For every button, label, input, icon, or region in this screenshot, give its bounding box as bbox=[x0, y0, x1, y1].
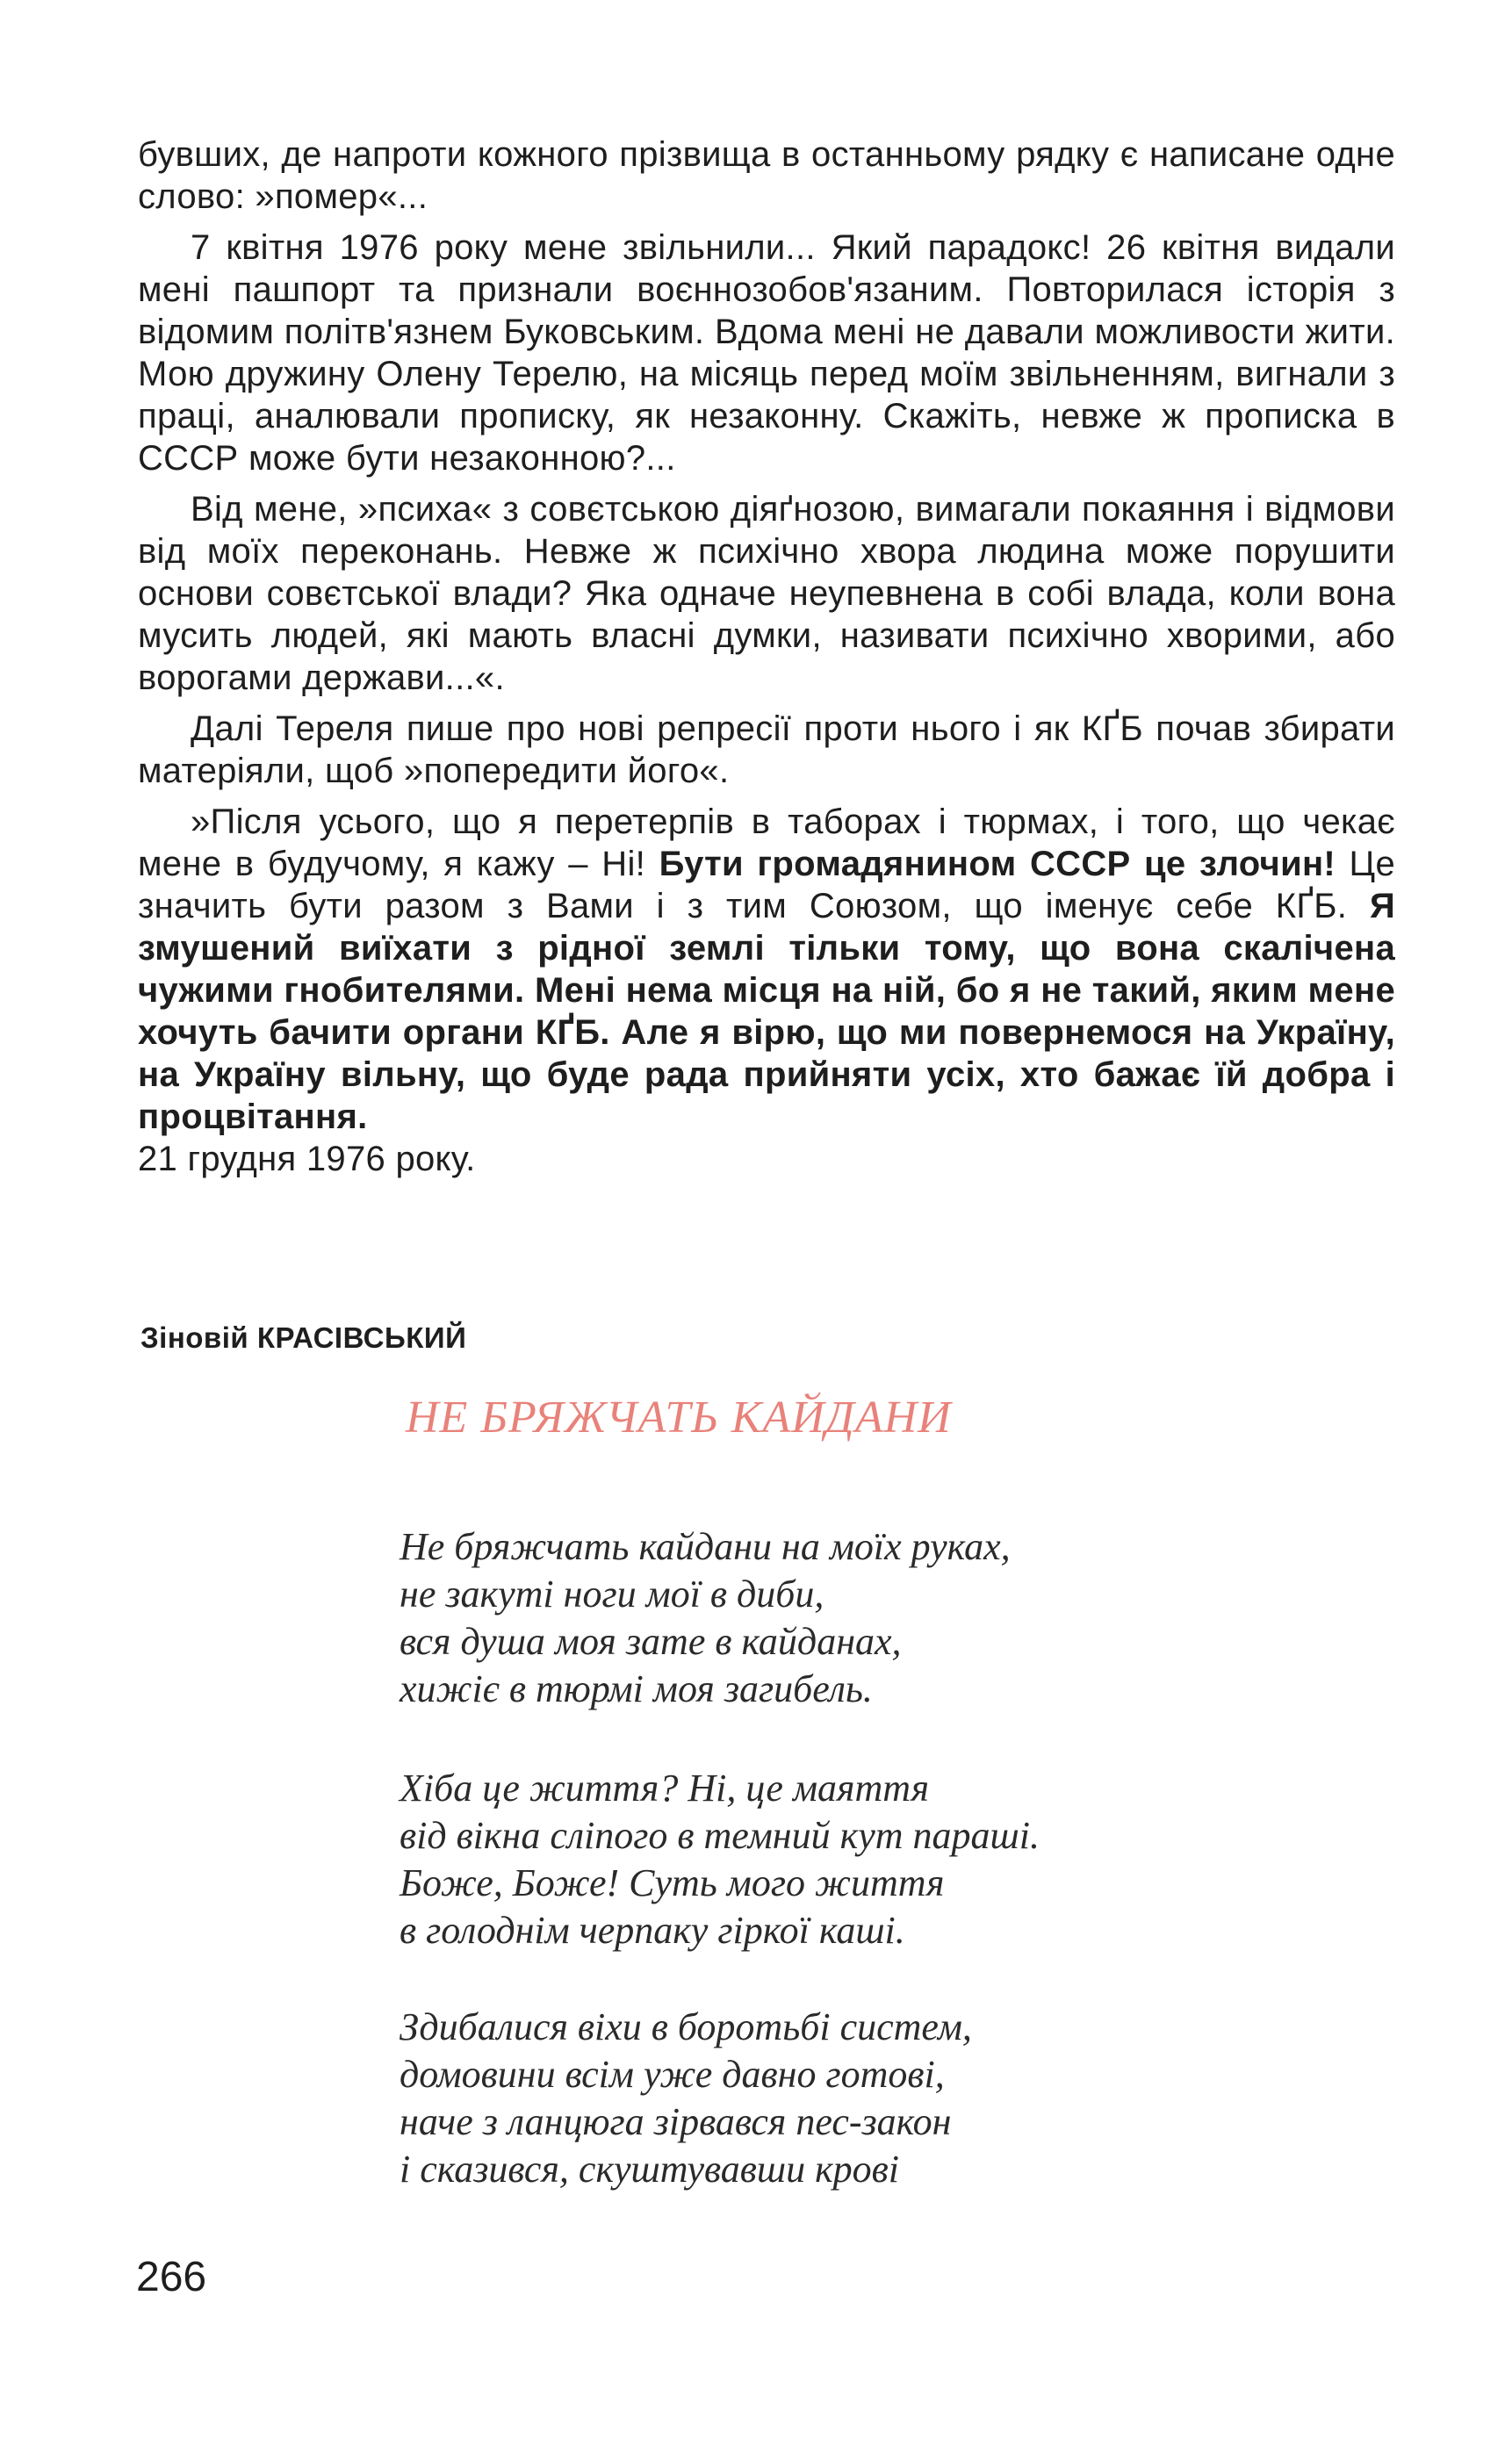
poem-title: НЕ БРЯЖЧАТЬ КАЙДАНИ bbox=[406, 1393, 952, 1443]
page-number: 266 bbox=[136, 2254, 207, 2300]
statement-bold-1: Бути громадянином СССР це злочин! bbox=[659, 845, 1336, 883]
poem-author: Зіновій КРАСІВСЬКИЙ bbox=[140, 1321, 467, 1354]
statement-date: 21 грудня 1976 року. bbox=[138, 1140, 476, 1178]
paragraph-statement bbox=[138, 801, 1395, 1138]
poem-line: і сказився, скуштувавши крові bbox=[400, 2148, 899, 2191]
poem-line: в голоднім черпаку гіркої каші. bbox=[400, 1909, 905, 1952]
poem-line: Не бряжчать кайдани на моїх руках, bbox=[400, 1525, 1011, 1568]
paragraph-continuation: бувших, де напроти кожного прізвища в останньому рядку є написане одне слово: »помер«... bbox=[138, 135, 1395, 216]
statement-text-1: »Після усього, що я перетерпів в таборах і тюрмах, і того, що чекає мене в будучому, я кажу – Ні! bbox=[138, 802, 1395, 883]
paragraph-release: 7 квітня 1976 року мене звільнили... Який парадокс! 26 квітня видали мені пашпорт та признали воєннозобов'язаним. Повторилася історія з відомим політв'язнем Буковським. Вдома мені не давали можливости жити. Мою дружину Олену Терелю, на місяць перед моїм звільненням, вигнали з праці, аналювали прописку, як незаконну. Скажіть, невже ж прописка в СССР може бути незаконною?... bbox=[138, 228, 1395, 478]
poem-line: наче з ланцюга зірвався пес-закон bbox=[400, 2100, 952, 2143]
prose-section bbox=[138, 133, 1395, 1189]
statement-bold-2: Я змушений виїхати з рідної землі тільки тому, що вона скалічена чужими гнобителями. Мені нема місця на ній, бо я не такий, яким мене хочуть бачити органи КҐБ. Але я вірю, що ми повернемося на Україну, на Україну вільну, що буде рада прийняти усіх, хто бажає їй добра і процвітання. bbox=[138, 887, 1395, 1136]
poem-line: Хіба це життя? Ні, це маяття bbox=[400, 1767, 930, 1810]
poem-stanza bbox=[400, 2004, 1190, 2193]
statement-text-2: Це значить бути разом з Вами і з тим Союзом, що іменує себе КҐБ. bbox=[138, 845, 1395, 925]
poem-line: не закуті ноги мої в диби, bbox=[400, 1573, 824, 1616]
poem-line: Боже, Боже! Суть мого життя bbox=[400, 1861, 945, 1904]
poem-stanza bbox=[400, 1765, 1190, 1954]
poem-line: від вікна сліпого в темний кут параші. bbox=[400, 1814, 1040, 1857]
paragraph-repressions: Далі Тереля пише про нові репресії проти нього і як КҐБ почав збирати матеріяли, щоб »попередити його«. bbox=[138, 709, 1395, 790]
poem-line: вся душа моя зате в кайданах, bbox=[400, 1620, 902, 1663]
poem-line: хижіє в тюрмі моя загибель. bbox=[400, 1667, 873, 1710]
poem-line: домовини всім уже давно готові, bbox=[400, 2053, 945, 2096]
paragraph-demands: Від мене, »психа« з совєтською діяґнозою, вимагали покаяння і відмови від моїх переконань. Невже ж психічно хвора людина може порушити основи совєтської влади? Яка одначе неупевнена в собі влада, коли вона мусить людей, які мають власні думки, називати психічно хворими, або ворогами держави...«. bbox=[138, 490, 1395, 697]
poem-line: Здибалися віхи в боротьбі систем, bbox=[400, 2005, 972, 2048]
poem-stanza bbox=[400, 1523, 1190, 1713]
